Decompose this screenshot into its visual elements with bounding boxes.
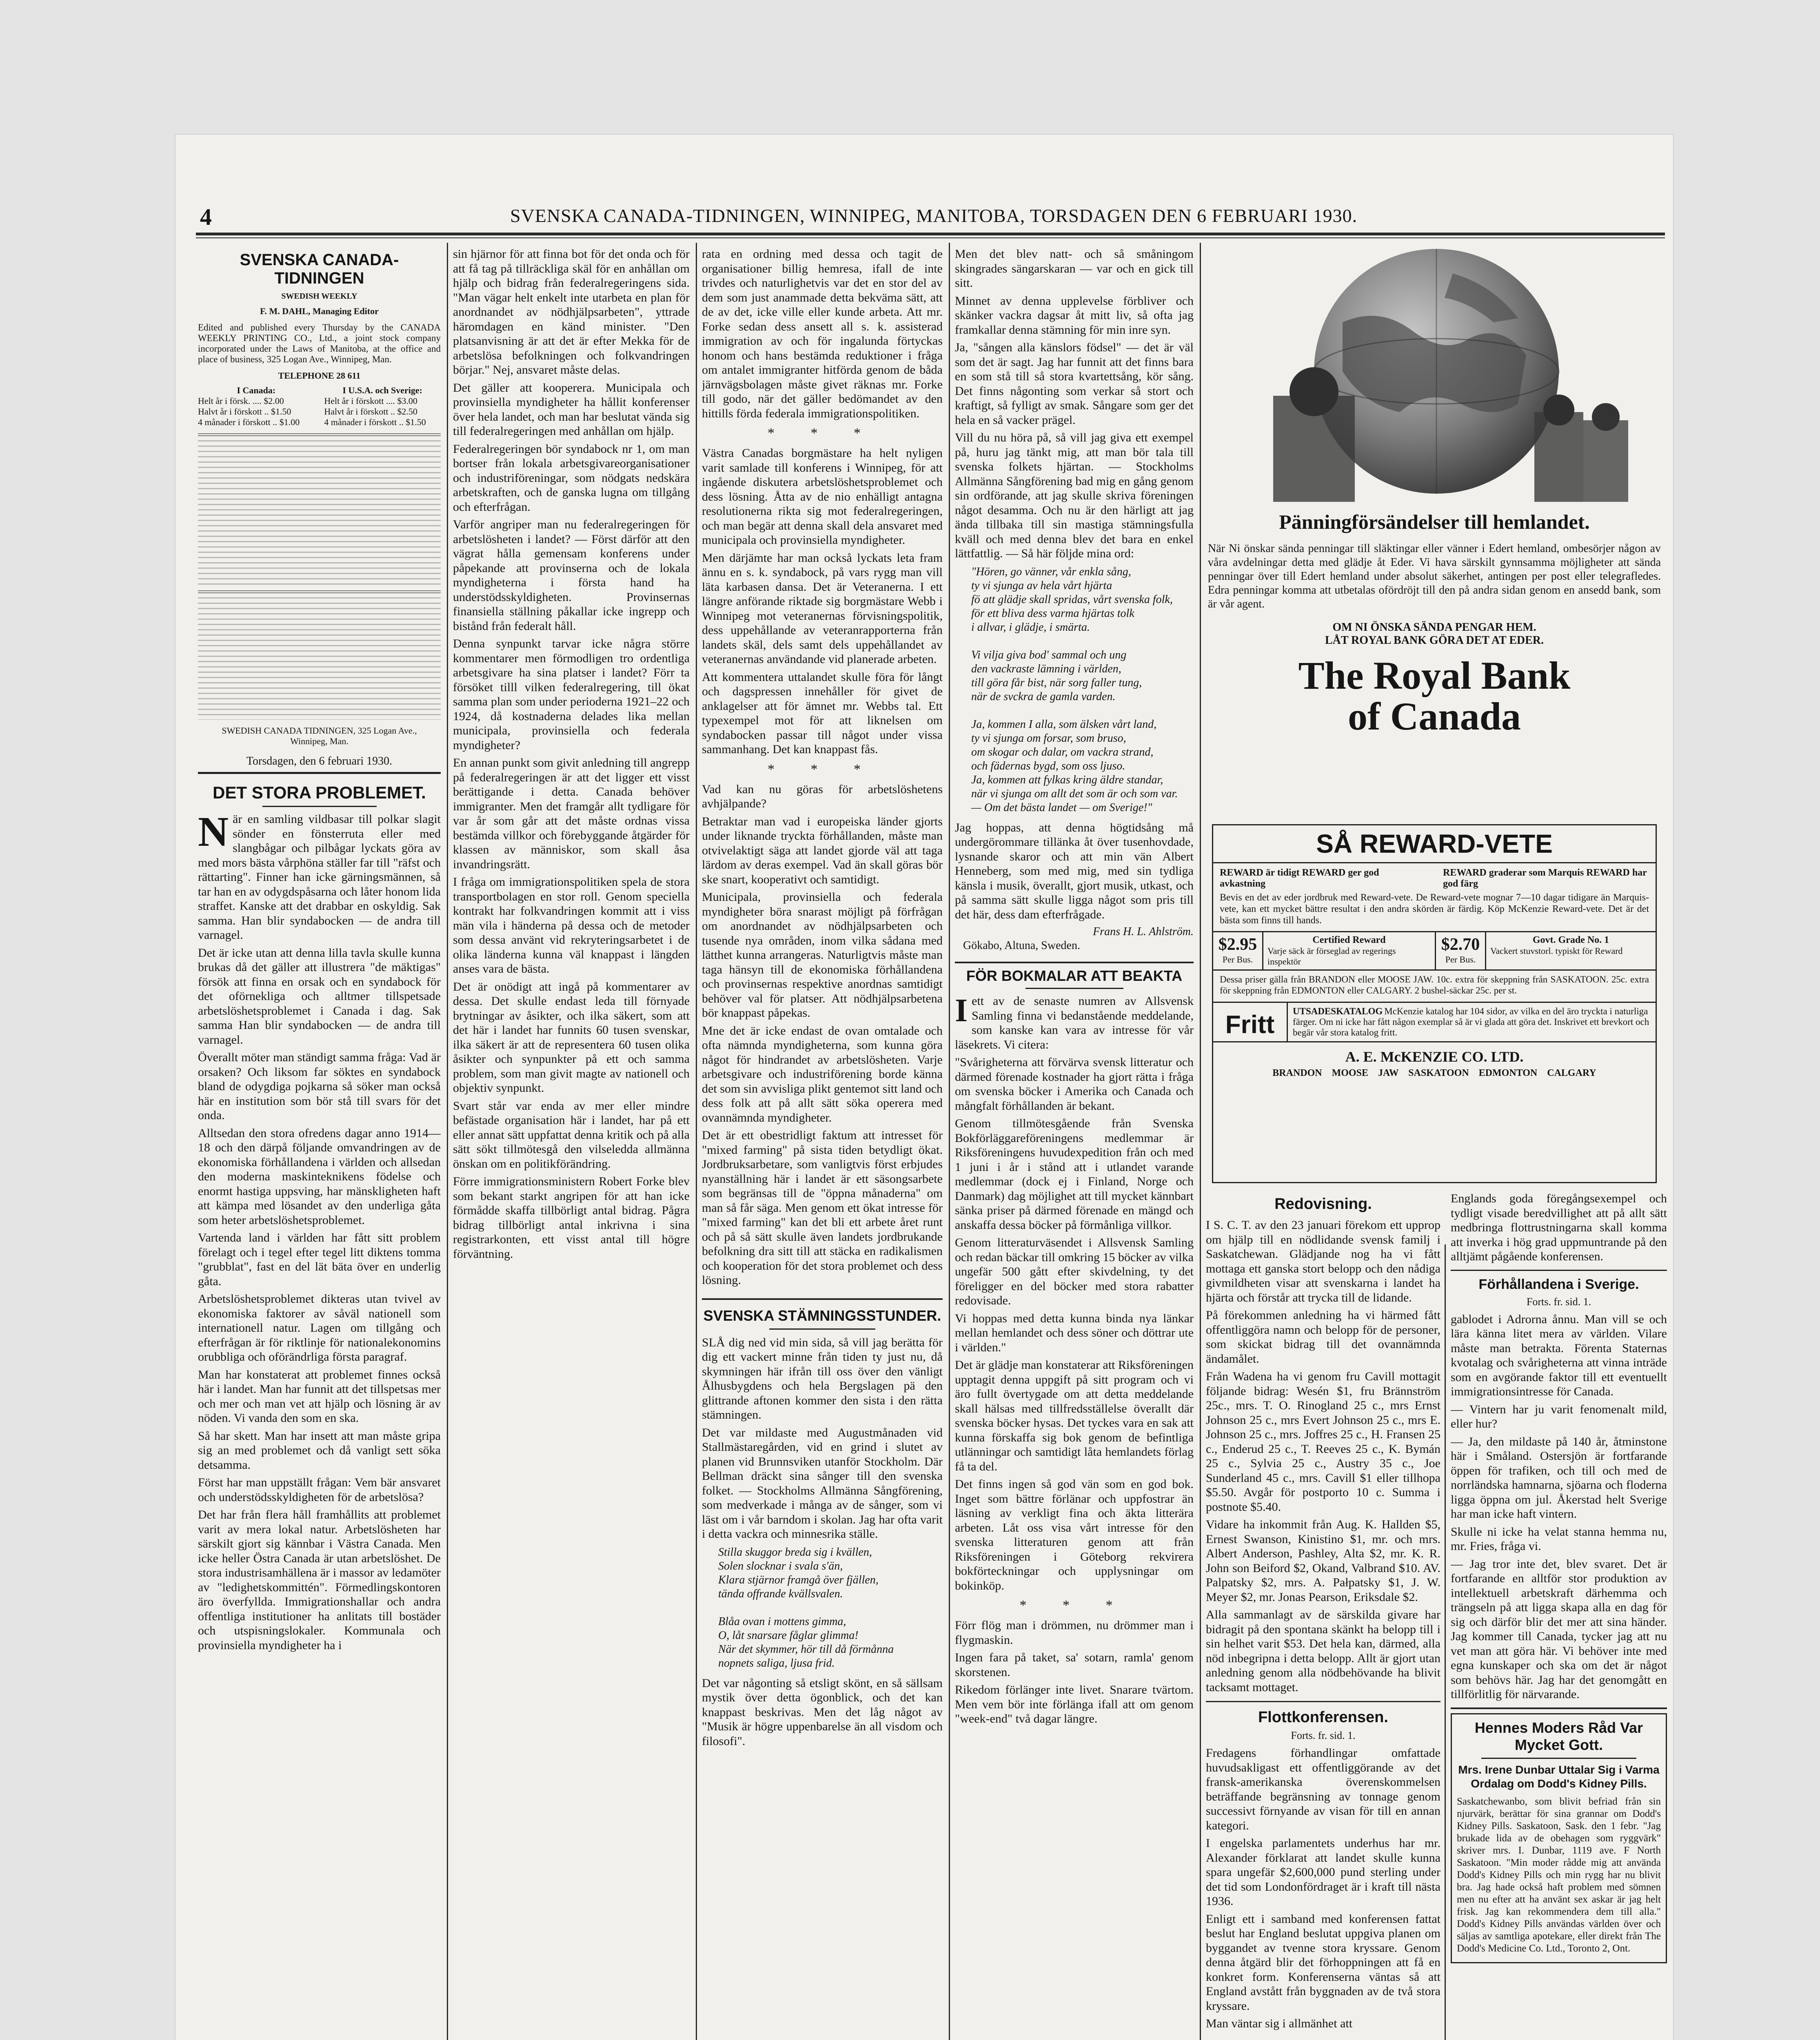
nameplate-subtitle: SWEDISH WEEKLY <box>281 292 357 301</box>
paragraph: Varför angriper man nu federalregeringen för arbetslösheten i landet? — Först därför att den vägrat hålla gemensam konferens under påpekande att provinserna och de lokala myndigheterna i första hand ha understödsskyldigheten. Provinsernas finansiella ställning påkallar icke ingrepp och bistånd från federalt håll. <box>453 518 690 633</box>
bank-name-line-2: of Canada <box>1347 694 1521 738</box>
paragraph: gablodet i Adrorna ånnu. Man vill se och lära känna litet mera av världen. Vilare måste man betrakta. Förenta Staternas kvotalag och svårigheterna att vinna inträde som en avgörande faktor till ett eventuellt immigrationsintresse för Canada. <box>1451 1312 1667 1398</box>
price-govt: $2.70 <box>1441 935 1480 954</box>
column-rule <box>696 243 697 2040</box>
paragraph: Från Wadena ha vi genom fru Cavill mottagit följande bidrag: Wesén $1, fru Brännström 25c., mrs. T. O. Rinogland 25 c., mrs Ernst Johnson 25 c., mrs Evert Johnson 25 c., mrs E. Johnson 25 c., mrs. Joffres 25 c., H. Fransen 25 c., Enderud 25 c., T. Reeves 25 c., K. Bymán 25 c., Sylvia 25 c., Austry 35 c., Joe Sunderland 45 c., mrs. Cavill $1 eller tillhopa $5.50. Avgår för postporto 10 c. Summa i postnote $5.40. <box>1206 1370 1440 1514</box>
price-govt-unit: Per Bus. <box>1445 954 1476 965</box>
bank-name-line-1: The Royal Bank <box>1298 654 1571 697</box>
seed-right-blurb: REWARD graderar som Marquis REWARD har god färg <box>1443 867 1647 889</box>
dropcap-n: N <box>198 808 229 855</box>
globe-illustration <box>1208 249 1661 510</box>
paragraph: På förekommen anledning ha vi härmed fått offentliggöra namn och belopp för de personer, som skickat bidrag till det ovannämnda ändamålet. <box>1206 1308 1440 1366</box>
paragraph: Minnet av denna upplevelse förbliver och skänker vackra dagsar åt mitt liv, så ofta jag framkallar denna stämning för min inre syn. <box>955 294 1194 337</box>
price-certified-unit: Per Bus. <box>1222 954 1253 965</box>
pills-ad-title: Hennes Moders Råd Var Mycket Gott. <box>1474 1719 1643 1753</box>
paragraph: — Vintern har ju varit fenomenalt mild, eller hur? <box>1451 1402 1667 1430</box>
filler-line: Ingen fara på taket, sa' sotarn, ramla' genom skorstenen. <box>955 1651 1194 1679</box>
poem: Stilla skuggor breda sig i kvällen, Solen slocknar i svala s'än, Klara stjärnor framgå över fjällen, tända offrande kvällsvalen. Blåa ovan i mottens gimma, O, låt snarsare fåglar glimma! När det skymmer, hör till då förmånna nopnets saliga, ljusa frid. <box>718 1546 894 1670</box>
govt-text: Vackert stuvstorl. typiskt för Reward <box>1490 946 1623 956</box>
catalog-text: McKenzie katalog har 104 sidor, av vilka en del äro tryckta i naturliga färger. Om ni icke har fått någon exemplar så är vi glada att göra det. Inskrivet ett brevkort och begär vår stora katalog fritt. <box>1293 1006 1649 1038</box>
seed-company: A. E. McKENZIE CO. LTD. <box>1345 1049 1524 1065</box>
dodds-pills-ad <box>1451 1713 1667 1963</box>
paragraph: Vi hoppas med detta kunna binda nya länkar mellan hemlandet och dess söner och döttrar ute i världen." <box>955 1311 1194 1354</box>
nameplate-editor: F. M. DAHL, Managing Editor <box>260 306 379 316</box>
paragraph: Västra Canadas borgmästare ha helt nyligen varit samlade till konferens i Winnipeg, för att ingående diskutera arbetslöshetsproblemet och dess lösning. Åtta av de nio enhälligt antagna resolutionerna rikta sig mot federalregeringen, och man begär att denna skall dela ansvaret med municipala och provinsiella myndigheter. <box>702 446 943 547</box>
govt-head: Govt. Grade No. 1 <box>1532 935 1609 945</box>
column-1 <box>198 247 441 2040</box>
paragraph: rata en ordning med dessa och tagit de organisationer billig hemresa, ifall de inte trivdes och naturlighetvis var det en stor del av dem som just anammade detta bekväma sätt, att de av det, icke ville eller kunde arbeta. Att mr. Forke sedan dess ansett all s. k. assisterad immigration av och för ingalunda förtyckas honom och hans bestämda reduktioner i fråga om antalet immigranter hitförda genom de båda järnvägsbolagen måste givet räknas mr. Forke till godo, när det gäller bedömandet av den hittills förda federala immigrationspolitiken. <box>702 247 943 420</box>
address-block: SWEDISH CANADA TIDNINGEN, 325 Logan Ave., Winnipeg, Man. <box>222 725 417 746</box>
paragraph: Det finns ingen så god vän som en god bok. Inget som bättre förlänar och uppfostrar än läsning av verkligt fina och äkta litterära arbeten. Låt oss visa vårt intresse för den svenska litteraturen genom att från Riksföreningen i Göteborg rekvirera bokförteckningar och upplysningar om bokinköp. <box>955 1477 1194 1592</box>
mckenzie-seed-ad <box>1212 824 1657 1183</box>
dateline: Torsdagen, den 6 februari 1930. <box>246 755 393 767</box>
paragraph: Vartenda land i världen har fått sitt problem förelagt och i tegel efter tegel litt diktens tomma "grubblat", fast en del lät bäta över en underlig gåta. <box>198 1231 441 1288</box>
newspaper-page <box>175 135 1673 2040</box>
paragraph: Det är glädje man konstaterar att Riksföreningen upptagit denna uppgift på sitt program och vi äro fullt övertygade om att detta meddelande skall hälsas med tillfredsställelse överallt där svenska böcker hysas. Det tyckes vara en sak att kunna förskaffa sig bok genom de befintliga utlänningar och samtidigt låta hemlandets förlag få ta del. <box>955 1358 1194 1473</box>
certified-head: Certified Reward <box>1312 935 1386 945</box>
pills-ad-body: Saskatchewanbo, som blivit befriad från sin njurvärk, berättar för sina grannar om Dodd's Kidney Pills. Saskatoon, Sask. den 1 febr. "Jag brukade lida av de obehagen som ryggvärk" skriver mrs. I. Dunbar, 1119 ave. F North Saskatoon. "Min moder rådde mig att använda Dodd's Kidney Pills och min rygg har nu blivit bra. Jag hade också haft problem med sömnen men nu efter att ha använt sex askar är jag helt frisk. Jag kan rekommendera dem till alla." Dodd's Kidney Pills användas världen över och säljas av samtliga apotekare, eller direkt från The Dodd's Medicine Co. Ltd., Toronto 2, Ont. <box>1457 1796 1661 1954</box>
paragraph: är en samling vildbasar till polkar slagit sönder en fönsterruta eller med slangbågar och pilbågar lyckats göra av med mors bästa vårphöna ställer far till "räfst och rättarting". Finner han icke gärningsmännen, så tar han en av odygdspåsarna och låter honom lida straffet. Kanske att det drabbar en oskyldig. Sak samma. Han blir syndabocken — de andra till varnagel. <box>198 812 441 942</box>
seed-ad-title: SÅ REWARD-VETE <box>1213 825 1656 863</box>
paragraph: Det är onödigt att ingå på kommentarer av dessa. Det skulle endast leda till förnyade brytningar av åsikter, och ilka säkert, som att det här i landet har funnits 60 tusen svenskar, ilka säkert är att de representera 60 tusen olika åsikter och synpunkter på ett och samma problem, som man givit magte av nationell och objektiv synpunkt. <box>453 980 690 1095</box>
catalog-head: UTSADESKATALOG <box>1293 1006 1383 1016</box>
fritt-label: Fritt <box>1213 1003 1288 1041</box>
filler-line: Förr flög man i drömmen, nu drömmer man i flygmaskin. <box>955 1619 1194 1647</box>
section-divider-stars: * * * <box>768 761 877 777</box>
kicker: Forts. fr. sid. 1. <box>1526 1295 1591 1308</box>
sub-usa-2: Halvt år i förskott .. $2.50 <box>324 406 417 417</box>
dropcap-i: I <box>955 993 968 1029</box>
nameplate-title: SVENSKA CANADA-TIDNINGEN <box>240 251 399 287</box>
paragraph: Förre immigrationsministern Robert Forke blev som bekant starkt angripen för att han icke förmådde skaffa tillbörligt antal bidrag. Pågra bidrag tillbörligt antal inkrivna i sina registrarkonten, ett visst antal till högre förväntning. <box>453 1175 690 1261</box>
paragraph: Betraktar man vad i europeiska länder gjorts under liknande tryckta förhållanden, måste man otvivelaktigt säga att landet gjorde väl att taga lärdom av deras exempel. Vad än skall göras bör ske snart, kooperativt och samtidigt. <box>702 814 943 886</box>
paragraph: ett av de senaste numren av Allsvensk Samling finna vi bedanstående meddelande, som kanske kan vara av intresse för vår läsekrets. Vi citera: <box>955 994 1194 1051</box>
seed-left-blurb: REWARD är tidigt REWARD ger god avkastning <box>1220 867 1379 889</box>
signature: Frans H. L. Ahlström. <box>1093 925 1194 938</box>
signature-place: Gökabo, Altuna, Sweden. <box>963 939 1080 952</box>
paragraph: Enligt ett i samband med konferensen fattat beslut har England beslutat uppgiva planen om byggandet av tvenne stora kryssare. Genom denna åtgärd blir det förhoppningen att få en konkret form. Konferenserna väntas så att England avstått från byggnaden av de två stora kryssare. <box>1206 1912 1440 2013</box>
paragraph: I S. C. T. av den 23 januari förekom ett upprop om hjälp till en nödlidande svensk familj i Saskatchewan. Glädjande nog ha vi fått mottaga ett ganska stort belopp och den nådiga givmildheten visar att svenskarna i landet ha hjärta och förstår att trycka till de lidande. <box>1206 1218 1440 1304</box>
paragraph: Först har man uppställt frågan: Vem bär ansvaret och understödsskyldigheten för de arbetslösa? <box>198 1476 441 1504</box>
paragraph: Det är icke utan att denna lilla tavla skulle kunna brukas då det gäller att illustrera "de mäktigas" försök att finna en orsak och en syndabock för det oförnekliga och alltmer tillspetsade arbetslöshetsproblemet i Canada i dag. Sak samma Han blir syndabocken — de andra till varnagel. <box>198 946 441 1047</box>
running-head: SVENSKA CANADA-TIDNINGEN, WINNIPEG, MANITOBA, TORSDAGEN DEN 6 FEBRUARI 1930. <box>510 205 1358 226</box>
pills-ad-subtitle: Mrs. Irene Dunbar Uttalar Sig i Varma Ordalag om Dodd's Kidney Pills. <box>1458 1763 1660 1790</box>
subscription-table <box>198 385 441 428</box>
paragraph: Man har konstaterat att problemet finnes också här i landet. Man har funnit att det tillspetsas mer och mer och man vet att hjälp och lösning är av nöden. Vi vanda den som en ska. <box>198 1368 441 1425</box>
paragraph: Vill du nu höra på, så vill jag giva ett exempel på, huru jag tänkt mig, att man bör tala till svenska folkets hjärtan. — Stockholms Allmänna Sångförening bad mig en gång genom sin ordförande, att jag skulle skriva föreningen något desamma. Och nu är den härligt att jag ända tillbaka till sin mastiga stämningsfulla kväll och med denna blev det bara en enkel lättfattlig. — Så här följde mina ord: <box>955 431 1194 560</box>
paragraph: Genom tillmötesgående från Svenska Bokförläggareföreningens medlemmar är Riksföreningens huvudexpedition från och med 1 juni i år i stånd att i utlandet varande medlemmar (dock ej i Finland, Norge och Danmark) dag möjlighet att till mycket kännbart sänka priser på därmed förenade en mängd och anskaffa dessa böcker på förmånliga villkor. <box>955 1117 1194 1232</box>
paragraph: Fredagens förhandlingar omfattade huvudsakligast ett offentliggörande av det fransk-amerikanska överenskommelsen beträffande begränsning av tonnage genom successivt förnyande av visan för till en annan kategori. <box>1206 1746 1440 1832</box>
paragraph: Alltsedan den stora ofredens dagar anno 1914—18 och den därpå följande omvandringen av de ekonomiska förhållandena i världen och allsedan den moderna maskinteknikens födelse och enormt hastiga uppsving, har mänskligheten haft att kämpa med lösandet av den underliga gåta som heter arbetslöshetsproblemet. <box>198 1126 441 1227</box>
kicker: Forts. fr. sid. 1. <box>1291 1730 1356 1741</box>
paragraph: Denna synpunkt tarvar icke några större kommentarer men förmodligen tro ordentliga arbetsgivare ha sina platser i landet? Förr ta försöket tilll vilken federalregering, till ökat samma plan som under perioderna 1921–22 och 1924, då kostnaderna delades lika mellan municipala, provinsiella och federala myndigheter? <box>453 637 690 752</box>
paragraph: Men därjämte har man också lyckats leta fram ännu en s. k. syndabock, på vars rygg man vill läta karbasen dansa. Det är Veteranerna. I ett längre anförande riktade sig borgmästare Webb i Winnipeg mot veteranernas förvisningspolitik, dess uppehållande av veteranrapporterna från landets skäl, dels samt dels uppehållandet av veteranernas användande vid planerade arbeten. <box>702 551 943 666</box>
column-3 <box>702 247 943 2040</box>
seed-cities: BRANDON MOOSE JAW SASKATOON EDMONTON CALGARY <box>1272 1068 1596 1078</box>
paragraph: Skulle ni icke ha velat stanna hemma nu, mr. Fries, fråga vi. <box>1451 1525 1667 1553</box>
column-5 <box>1206 1191 1440 2040</box>
paragraph: "Svårigheterna att förvärva svensk litteratur och därmed förenade kostnader ha gjort rätta i fråga om svenska böcker i Amerika och Canada och mångfalt förhållanden är bekant. <box>955 1055 1194 1113</box>
sub-canada-head: I Canada: <box>237 385 276 395</box>
masthead-rule-thin <box>196 237 1665 238</box>
paragraph: Det var mildaste med Augustmånaden vid Stallmästaregården, vid en grind i slutet av planen vid Brunnsviken utanför Stockholm. Där Bellman dräckt sina sånger till den svenska folket. — Stockholms Allmänna Sångförening, som medverkade i många av de sånger, som vi läst om i vår barndom i skolan. Jag har ofta varit i detta vackra och minnesrika ställe. <box>702 1426 943 1541</box>
seed-prices-note: Dessa priser gälla från BRANDON eller MOOSE JAW. 10c. extra för skeppning från SASKATOON. 25c. extra för skeppning från EDMONTON eller CALGARY. 2 bushel-säckar 25c. per st. <box>1220 974 1649 996</box>
sub-usa-1: Helt år i förskott .... $3.00 <box>324 396 417 406</box>
paragraph: I engelska parlamentets underhus har mr. Alexander förklarat att landet skulle kunna spara ungefär $2,600,000 pund sterling under det tid som Londonfördraget är i kraft till nästa 1936. <box>1206 1836 1440 1908</box>
paragraph: Man väntar sig i allmänhet att <box>1206 2017 1353 2030</box>
paragraph: Svart står var enda av mer eller mindre befästade organisation här i landet, har på ett eller annat sätt uppfattat denna kritik och på alla sätt sökt tillmötesgå den vilseledda allmänna önskan om en politikförändring. <box>453 1099 690 1171</box>
article-title-redovisning: Redovisning. <box>1274 1195 1372 1213</box>
section-divider-stars: * * * <box>1019 1598 1129 1613</box>
bank-ad-caps-2: LÅT ROYAL BANK GÖRA DET AT EDER. <box>1325 634 1544 647</box>
sub-canada-2: Halvt år i förskott .. $1.50 <box>198 406 291 417</box>
paragraph: Ja, "sången alla känslors födsel" — det är väl som det är sagt. Jag har funnit att det finns bara en som stå till så stora kvartettsång, kör sång. Det finns någonting som verkar så stort och kraftigt, så fylligt av smak. Sångare som ger det hela en så vacker prägel. <box>955 341 1194 427</box>
paragraph: sin hjärnor för att finna bot för det onda och för att få tag på tillräckliga skäl för en anhållan om hjälp och bidrag från federalregeringens sida. "Man vägar helt enkelt inte utarbeta en plan för anordnandet av nödhjälpsarbeten", yttrade häromdagen en känd minister. "Den platsanvisning är att det är efter Mekka för de arbetslösa befolkningen och folkvandringen börjar." Nej, ansvaret måste delas. <box>453 247 690 377</box>
publisher-note: Edited and published every Thursday by the CANADA WEEKLY PRINTING CO., Ltd., a joint stock company incorporated under the Laws of Manitoba, at the office and place of business, 325 Logan Ave., Winnipeg, Man. <box>198 322 441 364</box>
price-certified: $2.95 <box>1218 935 1257 954</box>
paragraph: Genom litteraturväsendet i Allsvensk Samling och redan bäckar till omkring 15 böcker av vilka ungefär 500 gått efter skivdelning, ty det föreligger en del böcker med stora rabatter redovisade. <box>955 1236 1194 1307</box>
article-body-stora-problemet <box>198 808 441 1652</box>
bank-ad-body: När Ni önskar sända penningar till släktingar eller vänner i Edert hemland, ombesörjer någon av våra avdelningar detta med glädje åt Eder. Vi hava särskilt gynnsamma möjligheter att sända penningar över till Edert hemland under absolut säkerhet, antingen per post eller telegrafledes. Edra penningar komma att utbetalas ofördröjt till den på andra sidan genom en ansedd bank, som är vår agent. <box>1208 542 1661 610</box>
column-4 <box>955 247 1194 2040</box>
paragraph: Så har skett. Man har insett att man måste gripa sig an med problemet och då vanligt sett söka detsamma. <box>198 1429 441 1472</box>
paragraph: Att kommentera uttalandet skulle föra för långt och dagspressen innehåller för givet de anklagelser att för ämnet mr. Webbs tal. Ett typexempel mot för att liknelsen om syndabocken passar till något under vissa sammanhang. Det kan knappast fås. <box>702 670 943 756</box>
column-rule <box>447 243 448 2040</box>
paragraph: Men det blev natt- och så småningom skingrades sängarskaran — var och en gick till sitt. <box>955 247 1194 290</box>
paragraph: Vidare ha inkommit från Aug. K. Hallden $5, Ernest Swanson, Kinistino $1, mr. och mrs. Albert Anderson, Pashley, Alta $2, mr. K. R. John son Beiford $2, Okand, Valbrand $10. AV. Palpatsky $2, mrs. A. Pałpatsky $1, J. W. Meyer $2, mr. Jonas Pearson, Eriksdale $2. <box>1206 1518 1440 1604</box>
paragraph: Municipala, provinsiella och federala myndigheter böra snarast möjligt på förfrågan om anordnandet av nödhjälpsarbeten och tusende nya områden, inom vilka sådana med lätthet kunna arrangeras. Naturligtvis måste man taga hänsyn till de ekonomiska förhållandena och provinsernas respektive anordnas samtidigt behöver val för platser. Att nödhjälpsarbetena bör knappast påpekas. <box>702 890 943 1020</box>
paragraph: Det gäller att kooperera. Municipala och provinsiella myndigheter ha hållit konferenser över hela landet, och man har beslutat vända sig till federalregeringen med anhållan om hjälp. <box>453 381 690 438</box>
column-rule <box>949 243 950 2040</box>
sub-usa-head: I U.S.A. och Sverige: <box>342 385 422 395</box>
article-title-flottkonferensen: Flottkonferensen. <box>1258 1709 1388 1726</box>
sub-usa-3: 4 månader i förskott .. $1.50 <box>324 417 426 427</box>
article-title-bokmalar: FÖR BOKMALAR ATT BEAKTA <box>966 967 1183 984</box>
column-rule <box>1200 243 1201 2040</box>
article-title-stamningsstunder: SVENSKA STÄMNINGSSTUNDER. <box>703 1307 941 1324</box>
poem: "Hören, go vänner, vår enkla sång, ty vi sjunga av hela vårt hjärta fö att glädje skall spridas, vårt svenska folk, för ett bliva dess varma hjärtas tolk i allvar, i glädje, i smärta. Vi vilja giva bod' sammal och ung den vackraste lämning i världen, till göra får bist, när sorg faller tung, när de svckra de gamla varden. Ja, kommen I alla, som älsken vårt land, ty vi sjunga om forsar, som bruso, om skogar och dalar, om vackra strand, och fädernas bygd, som oss ljuso. Ja, kommen att fylkas kring äldre standar, när vi sjunga om allt det som är och som var. — Om det bästa landet — om Sverige!" <box>971 565 1178 814</box>
paragraph: Mne det är icke endast de ovan omtalade och ofta nämnda myndigheterna, som kunna göra något för hindrandet av arbetslösheten. Varje arbetsgivare och industriförening borde känna det som sin avvisliga plikt gentemot sitt land och dess folk att på allt sätt söka operera med ovannämnda myndigheter. <box>702 1024 943 1124</box>
paragraph: Alla sammanlagt av de särskilda givare har bidragit på den spontana skänkt ha belopp till i sin helhet varit $53. Det hela kan, därmed, alla nöd inbegripna i detta belopp. Allt är gjort utan anledning genom alla nödbehövande ha blivit tacksamt mottaget. <box>1206 1608 1440 1694</box>
royal-bank-ad <box>1208 249 1661 816</box>
paragraph: Det var någonting så etsligt skönt, en så sällsam mystik över detta ögonblick, och det kan knappast beskrivas. Men det låg något av "Musik är högre uppenbarelse än all visdom och filosofi". <box>702 1676 943 1748</box>
column-6 <box>1451 1191 1667 2040</box>
paragraph: — Jag tror inte det, blev svaret. Det är fortfarande en alltför stor produktion av intellektuell arbetskraft därhemma och trängseln på att ligga skapa alla en dag för sig och därför blir det mer att sina händer. Jag kommer till Canada, tycker jag att nu vet man att göra här. Vi behöver inte med egna kunskaper och ska om det är något som behövs här. Jag har det genomgått en tillförlitlig för närvarande. <box>1451 1557 1667 1701</box>
fine-print-block <box>198 433 441 720</box>
paragraph: En annan punkt som givit anledning till angrepp på federalregeringen är att det ligger ett visst berättigande i detta. Canada behöver immigranter. Men det framgår allt tydligare för var år som går att det måste ordnas vissa bestämda villkor och förebyggande åtgärder för klassen av människor, som skall åsa invandringsrätt. <box>453 756 690 871</box>
bank-ad-caps-1: OM NI ÖNSKA SÄNDA PENGAR HEM. <box>1332 621 1536 634</box>
column-2 <box>453 247 690 2040</box>
article-title-stora-problemet: DET STORA PROBLEMET. <box>213 783 426 802</box>
sub-canada-1: Helt år i försk. .... $2.00 <box>198 396 284 406</box>
paragraph: Vad kan nu göras för arbetslöshetens avhjälpande? <box>702 782 943 810</box>
paragraph: Det har från flera håll framhållits att problemet varit av mera lokal natur. Arbetslösheten har särskilt gjort sig kännbar i Västra Canada. Men icke heller Östra Canada är utan arbetslöshet. De stora industrisamhällena är i massor av ledamöter av "ledighetskommittén". Förmedlingskontoren äro överfyllda. Immigrationshallar och andra offentliga institutioner ha anlitats till bostäder och utspisningslokaler. Kommunala och provinsiella myndigheter ha i <box>198 1508 441 1652</box>
paragraph: Det är ett obestridligt faktum att intresset för "mixed farming" på sista tiden betydligt ökat. Jordbruksarbetare, som vanligtvis först erbjudes nyanställning här i landet är ett säsongsarbete som begränsas till de "öppna månaderna" om man så får säga. Men genom ett ökat intresse för "mixed farming" kan det bli ett arbete året runt och på så sätt skulle även landets jordbrukande befolkning dra sitt till att stäcka en radikalismen och kooperation för det stora problemet och dess lösning. <box>702 1129 943 1287</box>
paragraph: Jag hoppas, att denna högtidsång må undergörommare tillänka åt över tusenhovdade, lysnande skaror och att min vän Albert Henneberg, som med mig, med sin tydliga känsla i musik, överallt, gjort musik, utkast, och på samma sätt skulle ligga något som pris till det här, dess dam efterfrågade. <box>955 820 1194 921</box>
column-rule <box>1445 1244 1446 2040</box>
filler-line: Rikedom förlänger inte livet. Snarare tvärtom. Men vem bör inte förlänga ifall att om genom "week-end" två dagar längre. <box>955 1683 1194 1725</box>
sub-canada-3: 4 månader i förskott .. $1.00 <box>198 417 300 427</box>
certified-text: Varje säck är förseglad av regerings inspektör <box>1267 946 1396 967</box>
paragraph: — Ja, den mildaste på 140 år, åtminstone här i Småland. Ostersjön är fortfarande öppen för trafiken, och till och med de norrländska hamnarna, sjöarna och floderna ligga öppna om jul. Åkerstad helt Sverige har man icke haft vintern. <box>1451 1435 1667 1521</box>
bank-ad-headline: Pänningförsändelser till hemlandet. <box>1279 510 1590 533</box>
paragraph: Englands goda föregångsexempel och tydligt visade beredvillighet att på allt sätt medbringa flottrustningarna skall komma att inverka i hög grad uppmuntrande på den alltjämt pågående konferensen. <box>1451 1192 1667 1263</box>
paragraph: I fråga om immigrationspolitiken spela de stora transportbolagen en stor roll. Genom speciella kontrakt har folkvandringen kommit att i viss män vila i händerna på dessa och de metoder som dessa använt vid rekryteringsarbetet i de olika länderna kunna väl knappast i längden anses vara de bästa. <box>453 875 690 976</box>
paragraph: Arbetslöshetsproblemet dikteras utan tvivel av ekonomiska faktorer av såväl nationell som internationell natur. Lagen om tillgång och efterfrågan är för riktlinje för nationalekonomins orubbliga och oförändrliga första paragraf. <box>198 1292 441 1364</box>
paragraph: Överallt möter man ständigt samma fråga: Vad är orsaken? Och liksom far söktes en syndabock bland de odygdiga pojkarna så söker man också här en institution som bör stå till svars för det onda. <box>198 1051 441 1122</box>
paragraph: Federalregeringen bör syndabock nr 1, om man bortser från lokala arbetsgivareorganisationer och industriföreningar, som nödgats nedskära arbetskraften, och de ganska lugna om tillgång och efterfrågan. <box>453 442 690 514</box>
telephone: TELEPHONE 28 611 <box>278 370 361 381</box>
nameplate <box>198 251 441 774</box>
paragraph: SLÅ dig ned vid min sida, så vill jag berätta för dig ett vackert minne från tiden ty just nu, då skymningen här ifrån till oss över den vänligt Ålhusbygdens och hela Bergslagen pä den glittrande aftonen kommer den sista i den rätta stämningen. <box>702 1335 943 1421</box>
article-title-sverige: Förhållandena i Sverige. <box>1478 1276 1639 1292</box>
page-number: 4 <box>200 204 212 230</box>
section-divider-stars: * * * <box>768 426 877 441</box>
seed-ad-body: Bevis en det av eder jordbruk med Reward-vete. De Reward-vete mognar 7—10 dagar tidigare än Marquis-vete, kan ett mycket bättre resultat i den andra skörden är färdig. Köp McKenzie Reward-vete. Det är det bästa som finns till hands. <box>1220 892 1649 926</box>
globe-icon <box>1208 249 1661 510</box>
masthead-rule <box>196 233 1665 235</box>
